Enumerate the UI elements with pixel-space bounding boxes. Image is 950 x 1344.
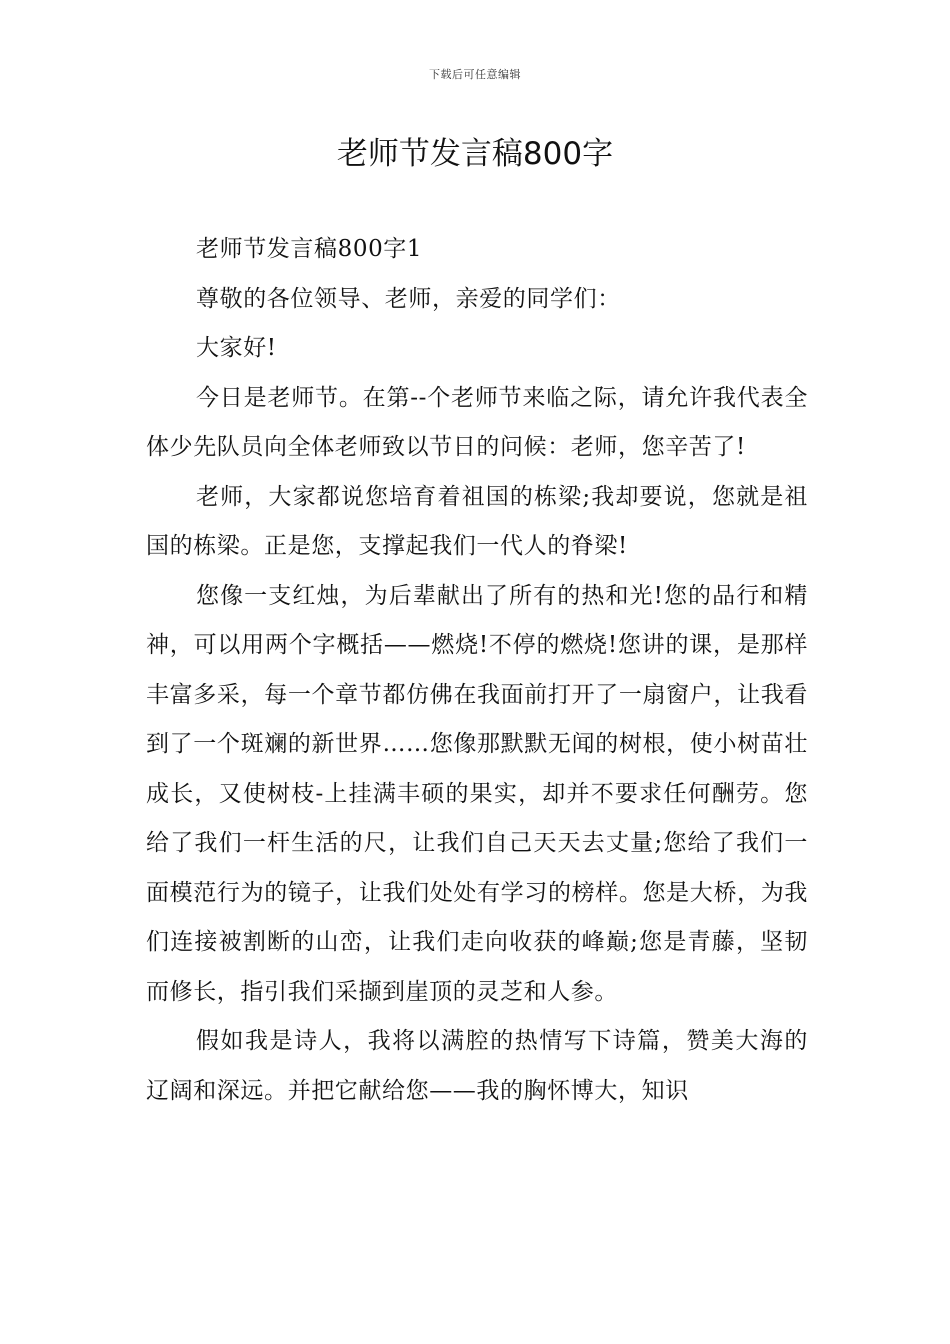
body-paragraph: 尊敬的各位领导、老师，亲爱的同学们： [196, 285, 621, 312]
body-paragraph: 假如我是诗人，我将以满腔的热情写下诗篇，赞美大海的辽阔和深远。并把它献给您——我的胸怀博大，知识 [146, 1028, 808, 1104]
body-paragraph: 大家好! [196, 335, 277, 361]
body-paragraph: 今日是老师节。在第--个老师节来临之际，请允许我代表全体少先队员向全体老师致以节日的问候：老师，您辛苦了! [146, 384, 808, 460]
header-note: 下载后可任意编辑 [429, 68, 521, 81]
document-title: 老师节发言稿800字 [336, 136, 614, 172]
document-body [146, 225, 808, 1116]
body-paragraph: 老师，大家都说您培育着祖国的栋梁;我却要说，您就是祖国的栋梁。正是您，支撑起我们一代人的脊梁! [146, 483, 808, 559]
body-paragraph: 老师节发言稿800字1 [196, 236, 423, 262]
body-paragraph: 您像一支红烛，为后辈献出了所有的热和光!您的品行和精神，可以用两个字概括——燃烧!不停的燃烧!您讲的课，是那样丰富多采，每一个章节都仿佛在我面前打开了一扇窗户，让我看到了一个斑斓的新世界……您像那默默无闻的树根，使小树苗壮成长，又使树枝-上挂满丰硕的果实，却并不要求任何酬劳。您给了我们一杆生活的尺，让我们自己天天去丈量;您给了我们一面模范行为的镜子，让我们处处有学习的榜样。您是大桥，为我们连接被割断的山峦，让我们走向收获的峰巅;您是青藤，坚韧而修长，指引我们采撷到崖顶的灵芝和人参。 [146, 582, 808, 1005]
